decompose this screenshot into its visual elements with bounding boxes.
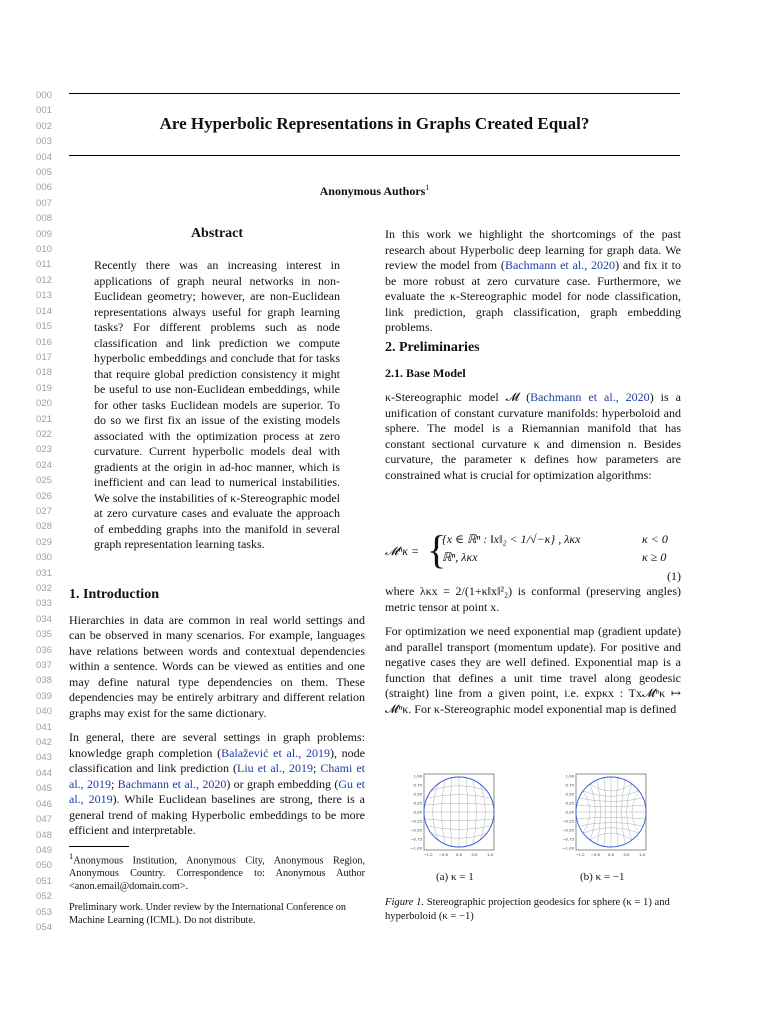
line-number: 027 xyxy=(36,505,53,517)
line-number: 007 xyxy=(36,197,53,209)
preliminaries-heading: 2. Preliminaries xyxy=(385,340,480,355)
line-number: 012 xyxy=(36,274,53,286)
eq-cond-2: κ ≥ 0 xyxy=(642,550,667,564)
right-intro-paragraph: In this work we highlight the shortcomings of the past research about Hyperbolic deep learning for graph data. We review the model from (Bachmann et al., 2020) and fix it to be more robust at zero curvature case. Furthermore, we evaluate the κ-Stereographic model for node classification, link prediction, graph classification, graph embedding problems. xyxy=(385,227,682,334)
x-tick-label: 0.5 xyxy=(471,852,478,857)
line-number: 032 xyxy=(36,583,53,594)
line-number: 001 xyxy=(36,105,53,117)
y-tick-label: −0.75 xyxy=(562,836,574,842)
line-number: 003 xyxy=(36,136,53,148)
cite-bachmann[interactable]: Bachmann et al., 2020 xyxy=(117,776,227,791)
y-tick-label: −0.50 xyxy=(410,827,422,833)
line-number: 035 xyxy=(36,629,53,641)
line-number: 030 xyxy=(36,552,53,564)
base-model-heading: 2.1. Base Model xyxy=(385,365,466,380)
cite-liu[interactable]: Liu et al., 2019 xyxy=(236,761,313,775)
line-number: 020 xyxy=(36,398,53,410)
line-number: 005 xyxy=(36,167,53,179)
line-number: 049 xyxy=(36,844,53,856)
y-tick-label: −1.00 xyxy=(562,845,574,851)
base-model-paragraph: κ-Stereographic model 𝓜 (Bachmann et al., 2020) is a unification of constant curvature manifolds: hyperboloid and sphere. The model is a Riemannian manifold that has constant sectional curvature κ and dimension n. Besides curvature, the parameter κ defines how parameters are constrained what is crucial for optimization algorithms: xyxy=(385,390,681,482)
line-number: 041 xyxy=(36,721,53,733)
cite-bachmann-2[interactable]: Bachmann et al., 2020 xyxy=(504,258,616,272)
x-tick-label: −1.0 xyxy=(423,852,433,857)
x-tick-label: −1.0 xyxy=(575,852,585,857)
sphere-geodesics-plot xyxy=(402,768,498,860)
line-number: 054 xyxy=(36,921,53,933)
line-number: 028 xyxy=(36,521,53,533)
y-tick-label: 0.75 xyxy=(413,782,422,788)
intro-paragraph-1: Hierarchies in data are common in real world settings and can be observed in many scenarios. For example, languages have relations between words and contextual dependencies within a sentence. Words can be viewed as entities and one may define natural type dependencies on them. These dependencies may be entirely arbitrary and different relation graphs may exist for the same dictionary. xyxy=(69,612,365,720)
line-number: 013 xyxy=(36,290,53,302)
equation-1 xyxy=(385,527,681,592)
line-number: 026 xyxy=(36,490,53,502)
line-number: 031 xyxy=(36,567,53,579)
y-tick-label: 0.25 xyxy=(565,800,574,806)
line-number: 017 xyxy=(36,351,53,363)
line-number: 050 xyxy=(36,860,53,872)
line-number: 015 xyxy=(36,321,53,333)
line-number: 036 xyxy=(36,644,53,656)
figure-1a-plot xyxy=(402,768,498,860)
eq-brace: { xyxy=(427,527,447,572)
y-tick-label: −0.25 xyxy=(410,818,422,824)
figure-caption: Figure 1. Stereographic projection geodesics for sphere (κ = 1) and hyperboloid (κ = −1) xyxy=(385,897,670,922)
paper-title: Are Hyperbolic Representations in Graphs Created Equal? xyxy=(159,114,590,133)
line-number: 047 xyxy=(36,814,53,826)
x-tick-label: 1.0 xyxy=(486,852,494,857)
hyperboloid-geodesics-plot xyxy=(554,768,650,860)
subcaption-b: (b) κ = −1 xyxy=(580,871,625,883)
line-number: 014 xyxy=(36,305,53,317)
metric-tensor-paragraph: where λκx = 2/(1+κ‖x‖²₂) is conformal (preserving angles) metric tensor at point x. xyxy=(385,584,681,614)
eq-case-1: {x ∈ ℝⁿ : ‖x‖₂ < 1/√−κ} , λκx xyxy=(442,532,581,546)
x-tick-label: 0.0 xyxy=(607,852,615,857)
intro-paragraph-2: In general, there are several settings in graph problems: knowledge graph completion (Balažević et al., 2019), node classification and link prediction (Liu et al., 2019; Chami et al., 2019; Bachmann et al., 2020) or graph embedding (Gu et al., 2019). While Euclidean baselines are strong, there is a general trend of making Hyperbolic embeddings to be more efficient and interpretable. xyxy=(69,730,366,837)
figure-1b-plot xyxy=(554,768,650,860)
eq-cond-1: κ < 0 xyxy=(642,532,668,546)
x-tick-label: 1.0 xyxy=(638,852,646,857)
line-number: 024 xyxy=(36,459,53,471)
x-tick-label: 0.5 xyxy=(623,852,630,857)
line-number: 019 xyxy=(36,382,53,394)
y-tick-label: 0.50 xyxy=(413,791,422,797)
line-number: 000 xyxy=(36,90,53,101)
eq-case-2: ℝⁿ, λκx xyxy=(442,550,478,564)
y-tick-label: −1.00 xyxy=(410,845,422,851)
line-number: 037 xyxy=(36,660,53,672)
cite-balazevic[interactable]: Balažević et al., 2019 xyxy=(221,745,330,760)
author-footnote-mark: 1 xyxy=(425,183,430,192)
affiliation-footnote: $^1$Anonymous Institution, Anonymous City, Anonymous Region, Anonymous Country. Correspondence to: Anonymous Author <anon.email@domain.com>. xyxy=(69,851,365,893)
title-bottom-rule xyxy=(69,155,680,156)
line-number: 011 xyxy=(36,259,52,271)
right-intro xyxy=(385,227,681,345)
title-top-rule xyxy=(69,93,680,94)
y-tick-label: 0.50 xyxy=(565,791,574,797)
cite-gu[interactable]: Gu et al., 2019 xyxy=(69,776,365,806)
y-tick-label: 1.00 xyxy=(413,773,422,779)
y-tick-label: −0.50 xyxy=(562,827,574,833)
preliminary-notice: Preliminary work. Under review by the International Conference on Machine Learning (ICML). Do not distribute. xyxy=(69,902,346,926)
exp-map-paragraph: For optimization we need exponential map (gradient update) and parallel transport (momentum update). For positive and negative cases they are well defined. Exponential map is a function that defines a unit time travel along geodesic (straight) line from a given point, i.e. expκx : Tx𝓜ⁿκ ↦ 𝓜ⁿκ. For κ-Stereographic model exponential map is defined xyxy=(385,624,681,716)
line-number: 034 xyxy=(36,613,53,625)
line-number: 043 xyxy=(36,752,53,764)
line-number: 048 xyxy=(36,829,53,841)
line-number: 016 xyxy=(36,336,53,348)
line-number: 006 xyxy=(36,182,53,194)
y-tick-label: 0.00 xyxy=(413,809,422,815)
line-number: 040 xyxy=(36,706,53,718)
line-number: 046 xyxy=(36,798,53,810)
line-number: 029 xyxy=(36,536,53,548)
line-number: 038 xyxy=(36,675,53,687)
footnote-rule xyxy=(69,846,129,847)
abstract-text: Recently there was an increasing interest in applications of graph neural networks in non-Euclidean geometry; however, are non-Euclidean representations always useful for graph learning tasks? For different problems such as node classification and link prediction we compute hyperbolic embeddings and conclude that for tasks that require global prediction consistency it might be useful to use non-Euclidean embeddings, while for other tasks Euclidean models are superior. To do so we first fix an issue of the existing models associated with the optimization process at zero curvature. Current hyperbolic models deal with gradients at the origin in ad-hoc manner, which is inefficient and can lead to numerical instabilities. We solve the instabilities of κ-Stereographic model at zero curvature cases and evaluate the approach of embedding graphs into the manifold in several graph representation learning tasks. xyxy=(94,258,340,551)
preliminaries-section xyxy=(385,340,681,492)
line-numbers xyxy=(36,88,60,935)
line-number: 042 xyxy=(36,737,53,749)
x-tick-label: 0.0 xyxy=(455,852,463,857)
line-number: 004 xyxy=(36,151,53,163)
line-number: 010 xyxy=(36,244,53,256)
y-tick-label: 0.75 xyxy=(565,782,574,788)
y-tick-label: −0.75 xyxy=(410,836,422,842)
introduction-heading: 1. Introduction xyxy=(69,587,159,602)
cite-chami[interactable]: Chami et al., 2019 xyxy=(69,761,365,791)
line-number: 009 xyxy=(36,228,53,240)
line-number: 052 xyxy=(36,891,53,903)
abstract-heading: Abstract xyxy=(190,226,244,241)
y-tick-label: 0.25 xyxy=(413,800,422,806)
line-number: 039 xyxy=(36,690,53,702)
authors xyxy=(69,183,680,199)
subcaption-a: (a) κ = 1 xyxy=(436,871,474,883)
introduction-section xyxy=(69,587,365,848)
line-number: 044 xyxy=(36,767,53,779)
line-number: 023 xyxy=(36,444,53,456)
x-tick-label: −0.5 xyxy=(438,852,449,857)
line-number: 002 xyxy=(36,120,53,132)
line-number: 022 xyxy=(36,428,53,440)
author-names: Anonymous Authors xyxy=(319,184,426,198)
eq-number: (1) xyxy=(667,569,681,583)
line-number: 021 xyxy=(36,413,53,425)
preliminaries-continued xyxy=(385,584,681,726)
y-tick-label: 1.00 xyxy=(565,773,574,779)
line-number: 053 xyxy=(36,906,53,918)
line-number: 033 xyxy=(36,598,53,610)
line-number: 008 xyxy=(36,213,53,225)
line-number: 045 xyxy=(36,783,53,795)
line-number: 051 xyxy=(36,875,53,887)
line-number: 018 xyxy=(36,367,53,379)
line-number: 025 xyxy=(36,475,53,487)
x-tick-label: −0.5 xyxy=(590,852,601,857)
y-tick-label: 0.00 xyxy=(565,809,574,815)
y-tick-label: −0.25 xyxy=(562,818,574,824)
eq-lhs: 𝓜ⁿκ = xyxy=(385,544,420,558)
cite-bachmann-3[interactable]: Bachmann et al., 2020 xyxy=(530,390,650,404)
